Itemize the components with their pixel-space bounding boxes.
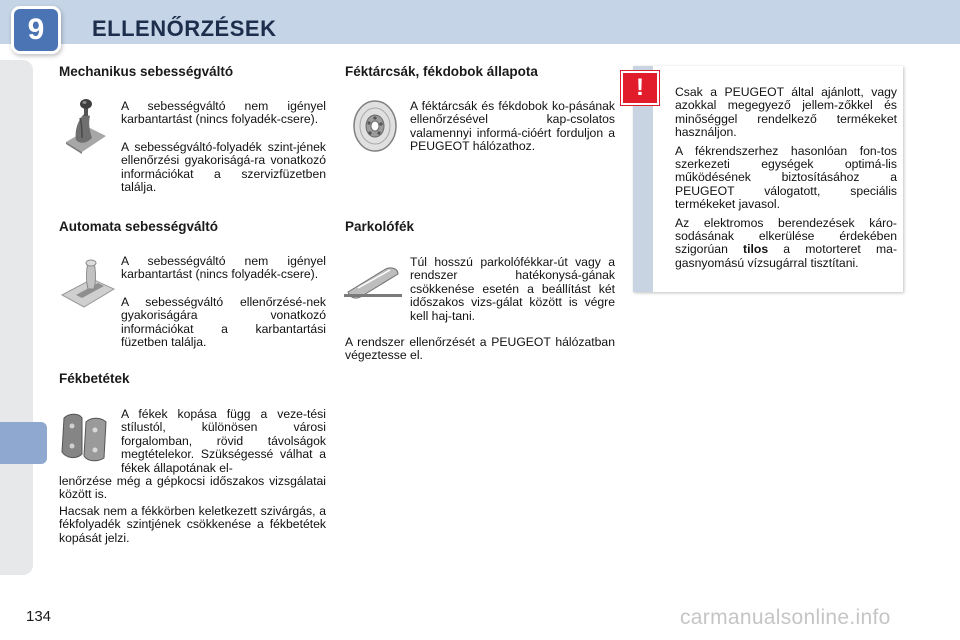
- automatic-gear-lever-icon: [58, 255, 116, 311]
- watermark: carmanualsonline.info: [680, 606, 891, 629]
- brake-disc-icon: [350, 98, 400, 154]
- warning-text-1: Csak a PEUGEOT által ajánlott, vagy azokkal megegyező jellem-zőkkel és minőséggel rendelkező termékeket használjon.: [675, 85, 897, 140]
- brake-pads-text-1: A fékek kopása függ a veze-tési stílustól, különösen városi forgalomban, rövid távolságok megtételekor. Szükségessé válhat a fékek állapotának el-: [121, 407, 326, 475]
- warning-text-3-end: a motorteret ma-gasnyomású vízsugárral tisztítani.: [675, 242, 898, 270]
- side-strip: [0, 60, 33, 575]
- warning-text-3: [675, 217, 897, 271]
- warning-box: [633, 66, 903, 292]
- brake-pads-text-2: Hacsak nem a fékkörben keletkezett szivárgás, a fékfolyadék szintjének csökkenése a fékbetétek kopását jelzi.: [59, 504, 326, 545]
- parking-brake-lever-icon: [344, 262, 402, 302]
- automatic-gearbox-text-2: A sebességváltó ellenőrzésé-nek gyakoriságára vonatkozó információkat a karbantartási füzetben találja.: [121, 295, 326, 350]
- chapter-tab-marker: [0, 422, 47, 464]
- section-heading-parking-brake: Parkolófék: [345, 219, 415, 234]
- section-heading-manual-gearbox: Mechanikus sebességváltó: [59, 64, 234, 79]
- brake-pads-icon: [58, 408, 110, 464]
- section-heading-brake-discs: Féktárcsák, fékdobok állapota: [345, 64, 538, 79]
- page-number: 134: [26, 608, 52, 625]
- manual-gearbox-text-1: A sebességváltó nem igényel karbantartást (nincs folyadék-csere).: [121, 99, 326, 127]
- parking-brake-text-2: A rendszer ellenőrzését a PEUGEOT hálózatban végeztesse el.: [345, 335, 615, 363]
- section-heading-automatic-gearbox: Automata sebességváltó: [59, 219, 219, 234]
- brake-pads-text-1-cont: lenőrzése még a gépkocsi időszakos vizsgálatai között is.: [59, 474, 326, 502]
- automatic-gearbox-text-1: A sebességváltó nem igényel karbantartást (nincs folyadék-csere).: [121, 254, 326, 282]
- manual-gearbox-text-2: A sebességváltó-folyadék szint-jének ellenőrzési gyakoriságá-ra vonatkozó információkat a szervizfüzetben találja.: [121, 140, 326, 195]
- warning-text-3-emphasis: tilos: [743, 242, 769, 257]
- page-title: ELLENŐRZÉSEK: [92, 16, 277, 41]
- chapter-number-badge: 9: [14, 9, 58, 51]
- warning-text-2: A fékrendszerhez hasonlóan fon-tos szerkezeti egységek optimá-lis működésének biztosításához a PEUGEOT válogatott, speciális termékeket javasol.: [675, 143, 897, 212]
- section-heading-brake-pads: Fékbetétek: [59, 371, 130, 386]
- exclamation-warning-icon: !: [621, 71, 659, 105]
- parking-brake-text-1: Túl hosszú parkolófékkar-út vagy a rendszer hatékonysá-gának csökkenése esetén a beállítást két időszakos vizs-gálat között is végre kell haj-tani.: [410, 255, 615, 323]
- brake-discs-text-1: A féktárcsák és fékdobok ko-pásának ellenőrzésével kap-csolatos valamennyi informá-cióért forduljon a PEUGEOT hálózathoz.: [410, 99, 615, 154]
- warning-text-3-start: Az elektromos berendezések káro-sodásának elkerülése érdekében szigorúan: [675, 215, 897, 257]
- manual-gear-lever-icon: [60, 98, 110, 154]
